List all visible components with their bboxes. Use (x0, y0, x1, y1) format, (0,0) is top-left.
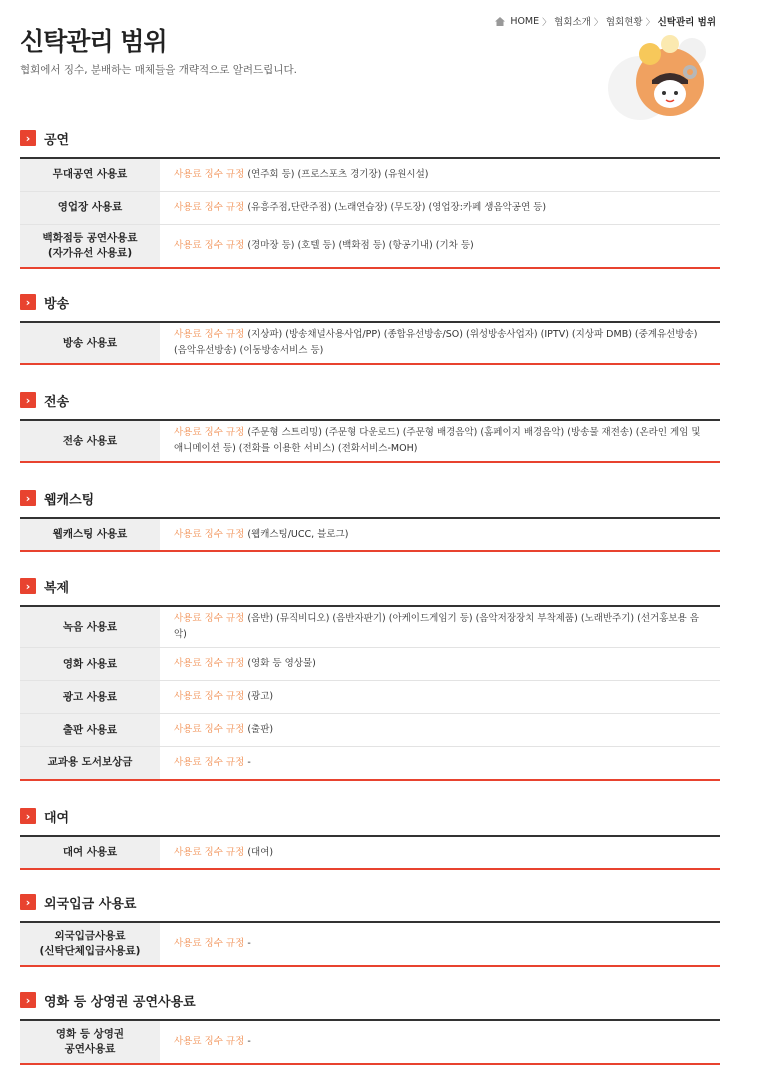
row-label: 방송 사용료 (20, 322, 160, 364)
row-label: 교과용 도서보상금 (20, 747, 160, 780)
fee-regulation-link[interactable]: 사용료 징수 규정 (174, 724, 245, 735)
table-row (20, 191, 720, 224)
row-description (160, 606, 720, 648)
header-illustration (600, 30, 720, 130)
table-row (20, 922, 720, 966)
section-4 (20, 576, 720, 781)
fee-regulation-link[interactable]: 사용료 징수 규정 (174, 658, 245, 669)
arrow-right-icon: › (20, 130, 36, 146)
section-title: 공연 (44, 132, 70, 148)
arrow-right-icon: › (20, 294, 36, 310)
section-5 (20, 806, 720, 870)
arrow-right-icon: › (20, 392, 36, 408)
fee-regulation-link[interactable]: 사용료 징수 규정 (174, 427, 245, 438)
section-title: 대여 (44, 810, 70, 826)
arrow-right-icon: › (20, 490, 36, 506)
row-label: 광고 사용료 (20, 681, 160, 714)
fee-table (20, 517, 720, 552)
row-description-text: (영화 등 영상물) (247, 658, 316, 669)
section-heading (20, 128, 720, 148)
row-description-text: (광고) (247, 691, 274, 702)
row-label: 무대공연 사용료 (20, 158, 160, 191)
fee-table (20, 157, 720, 269)
row-label: 영화 사용료 (20, 648, 160, 681)
table-row (20, 606, 720, 648)
table-row (20, 224, 720, 268)
row-label: 출판 사용료 (20, 714, 160, 747)
row-label: 외국입금사용료 (신탁단체입금사용료) (20, 922, 160, 966)
fee-table (20, 835, 720, 870)
row-description (160, 420, 720, 462)
table-row (20, 158, 720, 191)
fee-regulation-link[interactable]: 사용료 징수 규정 (174, 168, 245, 180)
section-heading (20, 390, 720, 410)
fee-table (20, 605, 720, 781)
row-description (160, 191, 720, 224)
breadcrumb-level2[interactable]: 협회현황 (605, 17, 643, 28)
section-title: 웹캐스팅 (44, 492, 95, 508)
row-description-text: - (247, 756, 251, 768)
row-label: 영업장 사용료 (20, 191, 160, 224)
section-title: 영화 등 상영권 공연사용료 (44, 994, 196, 1010)
fee-regulation-link[interactable]: 사용료 징수 규정 (174, 938, 245, 949)
breadcrumb-level1[interactable]: 협회소개 (554, 17, 591, 28)
row-description-text: (출판) (247, 724, 274, 735)
row-description-text: - (247, 938, 251, 949)
section-title: 방송 (44, 296, 70, 312)
fee-regulation-link[interactable]: 사용료 징수 규정 (174, 239, 245, 251)
arrow-right-icon: › (20, 808, 36, 824)
section-7 (20, 990, 720, 1065)
section-0 (20, 128, 720, 269)
row-label: 대여 사용료 (20, 836, 160, 869)
row-description (160, 518, 720, 551)
chevron-right-icon: 〉 (645, 17, 655, 28)
fee-regulation-link[interactable]: 사용료 징수 규정 (174, 613, 245, 624)
fee-regulation-link[interactable]: 사용료 징수 규정 (174, 846, 245, 858)
row-description-text: (주문형 스트리밍) (주문형 다운로드) (주문형 배경음악) (홈페이지 배경음악) (방송물 재전송) (온라인 게임 및 애니메이션 등) (전화를 이용한 서비스) (전화서비스-MOH) (174, 427, 701, 454)
row-description-text: (음반) (뮤직비디오) (음반자판기) (아케이드게임기 등) (음악저장장치 부착제품) (노래반주기) (선거홍보용 음악) (174, 613, 699, 640)
row-description (160, 322, 720, 364)
arrow-right-icon: › (20, 992, 36, 1008)
row-label: 전송 사용료 (20, 420, 160, 462)
page-subtitle: 협회에서 징수, 분배하는 매체들을 개략적으로 알려드립니다. (20, 64, 297, 76)
table-row (20, 648, 720, 681)
section-heading (20, 488, 720, 508)
row-label: 백화점등 공연사용료 (자가유선 사용료) (20, 224, 160, 268)
gear-icon (683, 65, 697, 79)
row-label: 웹캐스팅 사용료 (20, 518, 160, 551)
row-description (160, 747, 720, 780)
row-description-text: (경마장 등) (호텔 등) (백화점 등) (항공기내) (기차 등) (247, 239, 474, 251)
row-description (160, 224, 720, 268)
breadcrumb-home[interactable]: HOME (510, 15, 540, 27)
table-row (20, 836, 720, 869)
chevron-right-icon: 〉 (542, 17, 552, 28)
fee-regulation-link[interactable]: 사용료 징수 규정 (174, 756, 245, 768)
breadcrumb (495, 14, 716, 28)
fee-table (20, 921, 720, 967)
row-description-text: (웹캐스팅/UCC, 블로그) (247, 528, 349, 540)
row-label: 녹음 사용료 (20, 606, 160, 648)
row-description-text: (연주회 등) (프로스포츠 경기장) (유원시설) (247, 168, 429, 180)
fee-regulation-link[interactable]: 사용료 징수 규정 (174, 1036, 245, 1047)
row-description (160, 714, 720, 747)
section-heading (20, 806, 720, 826)
arrow-right-icon: › (20, 578, 36, 594)
section-heading (20, 292, 720, 312)
fee-table (20, 419, 720, 463)
row-description (160, 648, 720, 681)
row-description (160, 922, 720, 966)
table-row (20, 747, 720, 780)
home-icon[interactable] (495, 17, 505, 26)
fee-table (20, 321, 720, 365)
table-row (20, 518, 720, 551)
page-header (0, 0, 768, 120)
section-heading (20, 892, 720, 912)
row-description (160, 1020, 720, 1064)
section-heading (20, 990, 720, 1010)
section-title: 전송 (44, 394, 70, 410)
breadcrumb-current: 신탁관리 범위 (657, 17, 716, 28)
section-title: 외국입금 사용료 (44, 896, 137, 912)
fee-regulation-link[interactable]: 사용료 징수 규정 (174, 329, 245, 340)
table-row (20, 322, 720, 364)
chevron-right-icon: 〉 (593, 17, 603, 28)
section-3 (20, 488, 720, 552)
fee-table (20, 1019, 720, 1065)
row-description (160, 158, 720, 191)
fee-regulation-link[interactable]: 사용료 징수 규정 (174, 528, 245, 540)
page-title: 신탁관리 범위 (20, 27, 167, 56)
section-6 (20, 892, 720, 967)
section-1 (20, 292, 720, 365)
section-title: 복제 (44, 580, 70, 596)
section-heading (20, 576, 720, 596)
table-row (20, 1020, 720, 1064)
table-row (20, 681, 720, 714)
section-2 (20, 390, 720, 463)
row-description (160, 836, 720, 869)
row-description-text: (유흥주점,단란주점) (노래연습장) (무도장) (영업장:카페 생음악공연 등) (247, 201, 547, 213)
row-description (160, 681, 720, 714)
fee-regulation-link[interactable]: 사용료 징수 규정 (174, 691, 245, 702)
row-description-text: (대여) (247, 846, 274, 858)
row-description-text: (지상파) (방송채널사용사업/PP) (종합유선방송/SO) (위성방송사업자) (IPTV) (지상파 DMB) (중계유선방송) (음악유선방송) (이동방송서비스 등) (174, 329, 698, 356)
row-description-text: - (247, 1036, 251, 1047)
fee-regulation-link[interactable]: 사용료 징수 규정 (174, 201, 245, 213)
arrow-right-icon: › (20, 894, 36, 910)
row-label: 영화 등 상영권 공연사용료 (20, 1020, 160, 1064)
table-row (20, 420, 720, 462)
table-row (20, 714, 720, 747)
